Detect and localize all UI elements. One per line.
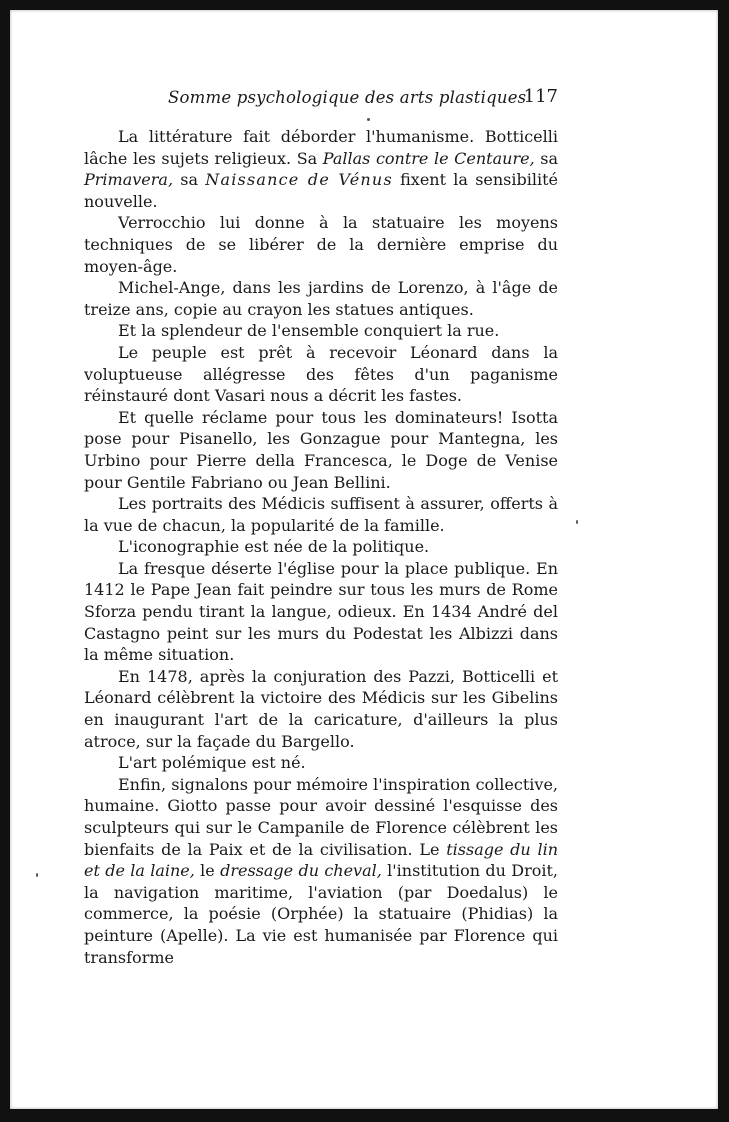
italic-text: Pallas contre le Centaure, bbox=[322, 148, 535, 168]
paragraph bbox=[84, 536, 558, 558]
text-run: En 1478, après la conjuration des Pazzi, Botticelli et Léonard célèbrent la victoire des Médicis sur les Gibelins en inaugurant l'art de la caricature, d'ailleurs la plus atroce, sur la façade du Bargello. bbox=[84, 666, 558, 751]
text-run: Michel-Ange, dans les jardins de Lorenzo, à l'âge de treize ans, copie au crayon les statues antiques. bbox=[84, 278, 558, 319]
paragraph bbox=[84, 407, 558, 493]
text-run: Et quelle réclame pour tous les dominateurs! Isotta pose pour Pisanello, les Gonzague pour Mantegna, les Urbino pour Pierre della Francesca, le Doge de Venise pour Gentile Fabriano ou Jean Bellini. bbox=[84, 407, 558, 492]
running-title: Somme psychologique des arts plastiques bbox=[168, 88, 527, 107]
italic-text: Naissance de Vénus bbox=[205, 170, 393, 190]
paragraph bbox=[84, 558, 558, 666]
text-run: le bbox=[194, 861, 221, 881]
text-run: L'art polémique est né. bbox=[118, 753, 306, 773]
text-run: L'iconographie est née de la politique. bbox=[118, 537, 430, 557]
page-number: 117 bbox=[523, 86, 558, 107]
paragraph bbox=[84, 342, 558, 407]
scan-speck bbox=[576, 520, 578, 524]
text-run: l'institution du Droit, la navigation maritime, l'aviation (par Doedalus) le commerce, la poésie (Orphée) la statuaire (Phidias) la peinture (Apelle). La vie est humanisée par Florence qui transforme bbox=[84, 861, 558, 967]
text-run: Verrocchio lui donne à la statuaire les moyens techniques de se libérer de la dernière emprise du moyen-âge. bbox=[84, 213, 558, 276]
text-run: sa bbox=[534, 148, 558, 168]
running-head bbox=[84, 86, 558, 112]
italic-text: tissage du lin et de la laine, bbox=[84, 839, 558, 881]
text-run: sa bbox=[173, 170, 206, 190]
paragraph bbox=[84, 126, 558, 212]
paragraph bbox=[84, 752, 558, 774]
scan-speck bbox=[36, 873, 38, 877]
italic-text: dressage du cheval, bbox=[220, 861, 382, 881]
paragraph bbox=[84, 277, 558, 320]
body-text bbox=[84, 126, 558, 968]
text-run: La fresque déserte l'église pour la place publique. En 1412 le Pape Jean fait peindre sur tous les murs de Rome Sforza pendu tirant la langue, odieux. En 1434 André del Castagno peint sur les murs du Podestat les Albizzi dans la même situation. bbox=[84, 558, 558, 665]
book-page bbox=[84, 86, 558, 968]
paragraph bbox=[84, 212, 558, 277]
italic-text: Primavera, bbox=[84, 170, 174, 190]
text-run: La littérature fait déborder l'humanisme. Botticelli lâche les sujets religieux. Sa bbox=[84, 127, 558, 168]
text-run: Le peuple est prêt à recevoir Léonard dans la voluptueuse allégresse des fêtes d'un paganisme réinstauré dont Vasari nous a décrit les fastes. bbox=[84, 342, 558, 406]
text-run: Les portraits des Médicis suffisent à assurer, offerts à la vue de chacun, la popularité de la famille. bbox=[84, 494, 558, 535]
paragraph bbox=[84, 774, 558, 968]
paragraph bbox=[84, 493, 558, 536]
text-run: Enfin, signalons pour mémoire l'inspiration collective, humaine. Giotto passe pour avoir dessiné l'esquisse des sculpteurs qui sur le Campanile de Florence célèbrent les bienfaits de la Paix et de la civilisation. Le bbox=[84, 774, 558, 859]
paragraph bbox=[84, 666, 558, 752]
text-run: Et la splendeur de l'ensemble conquiert la rue. bbox=[118, 321, 500, 341]
text-run: fixent la sensibilité nouvelle. bbox=[84, 170, 558, 211]
scan-speck bbox=[367, 118, 370, 121]
paragraph bbox=[84, 320, 558, 342]
